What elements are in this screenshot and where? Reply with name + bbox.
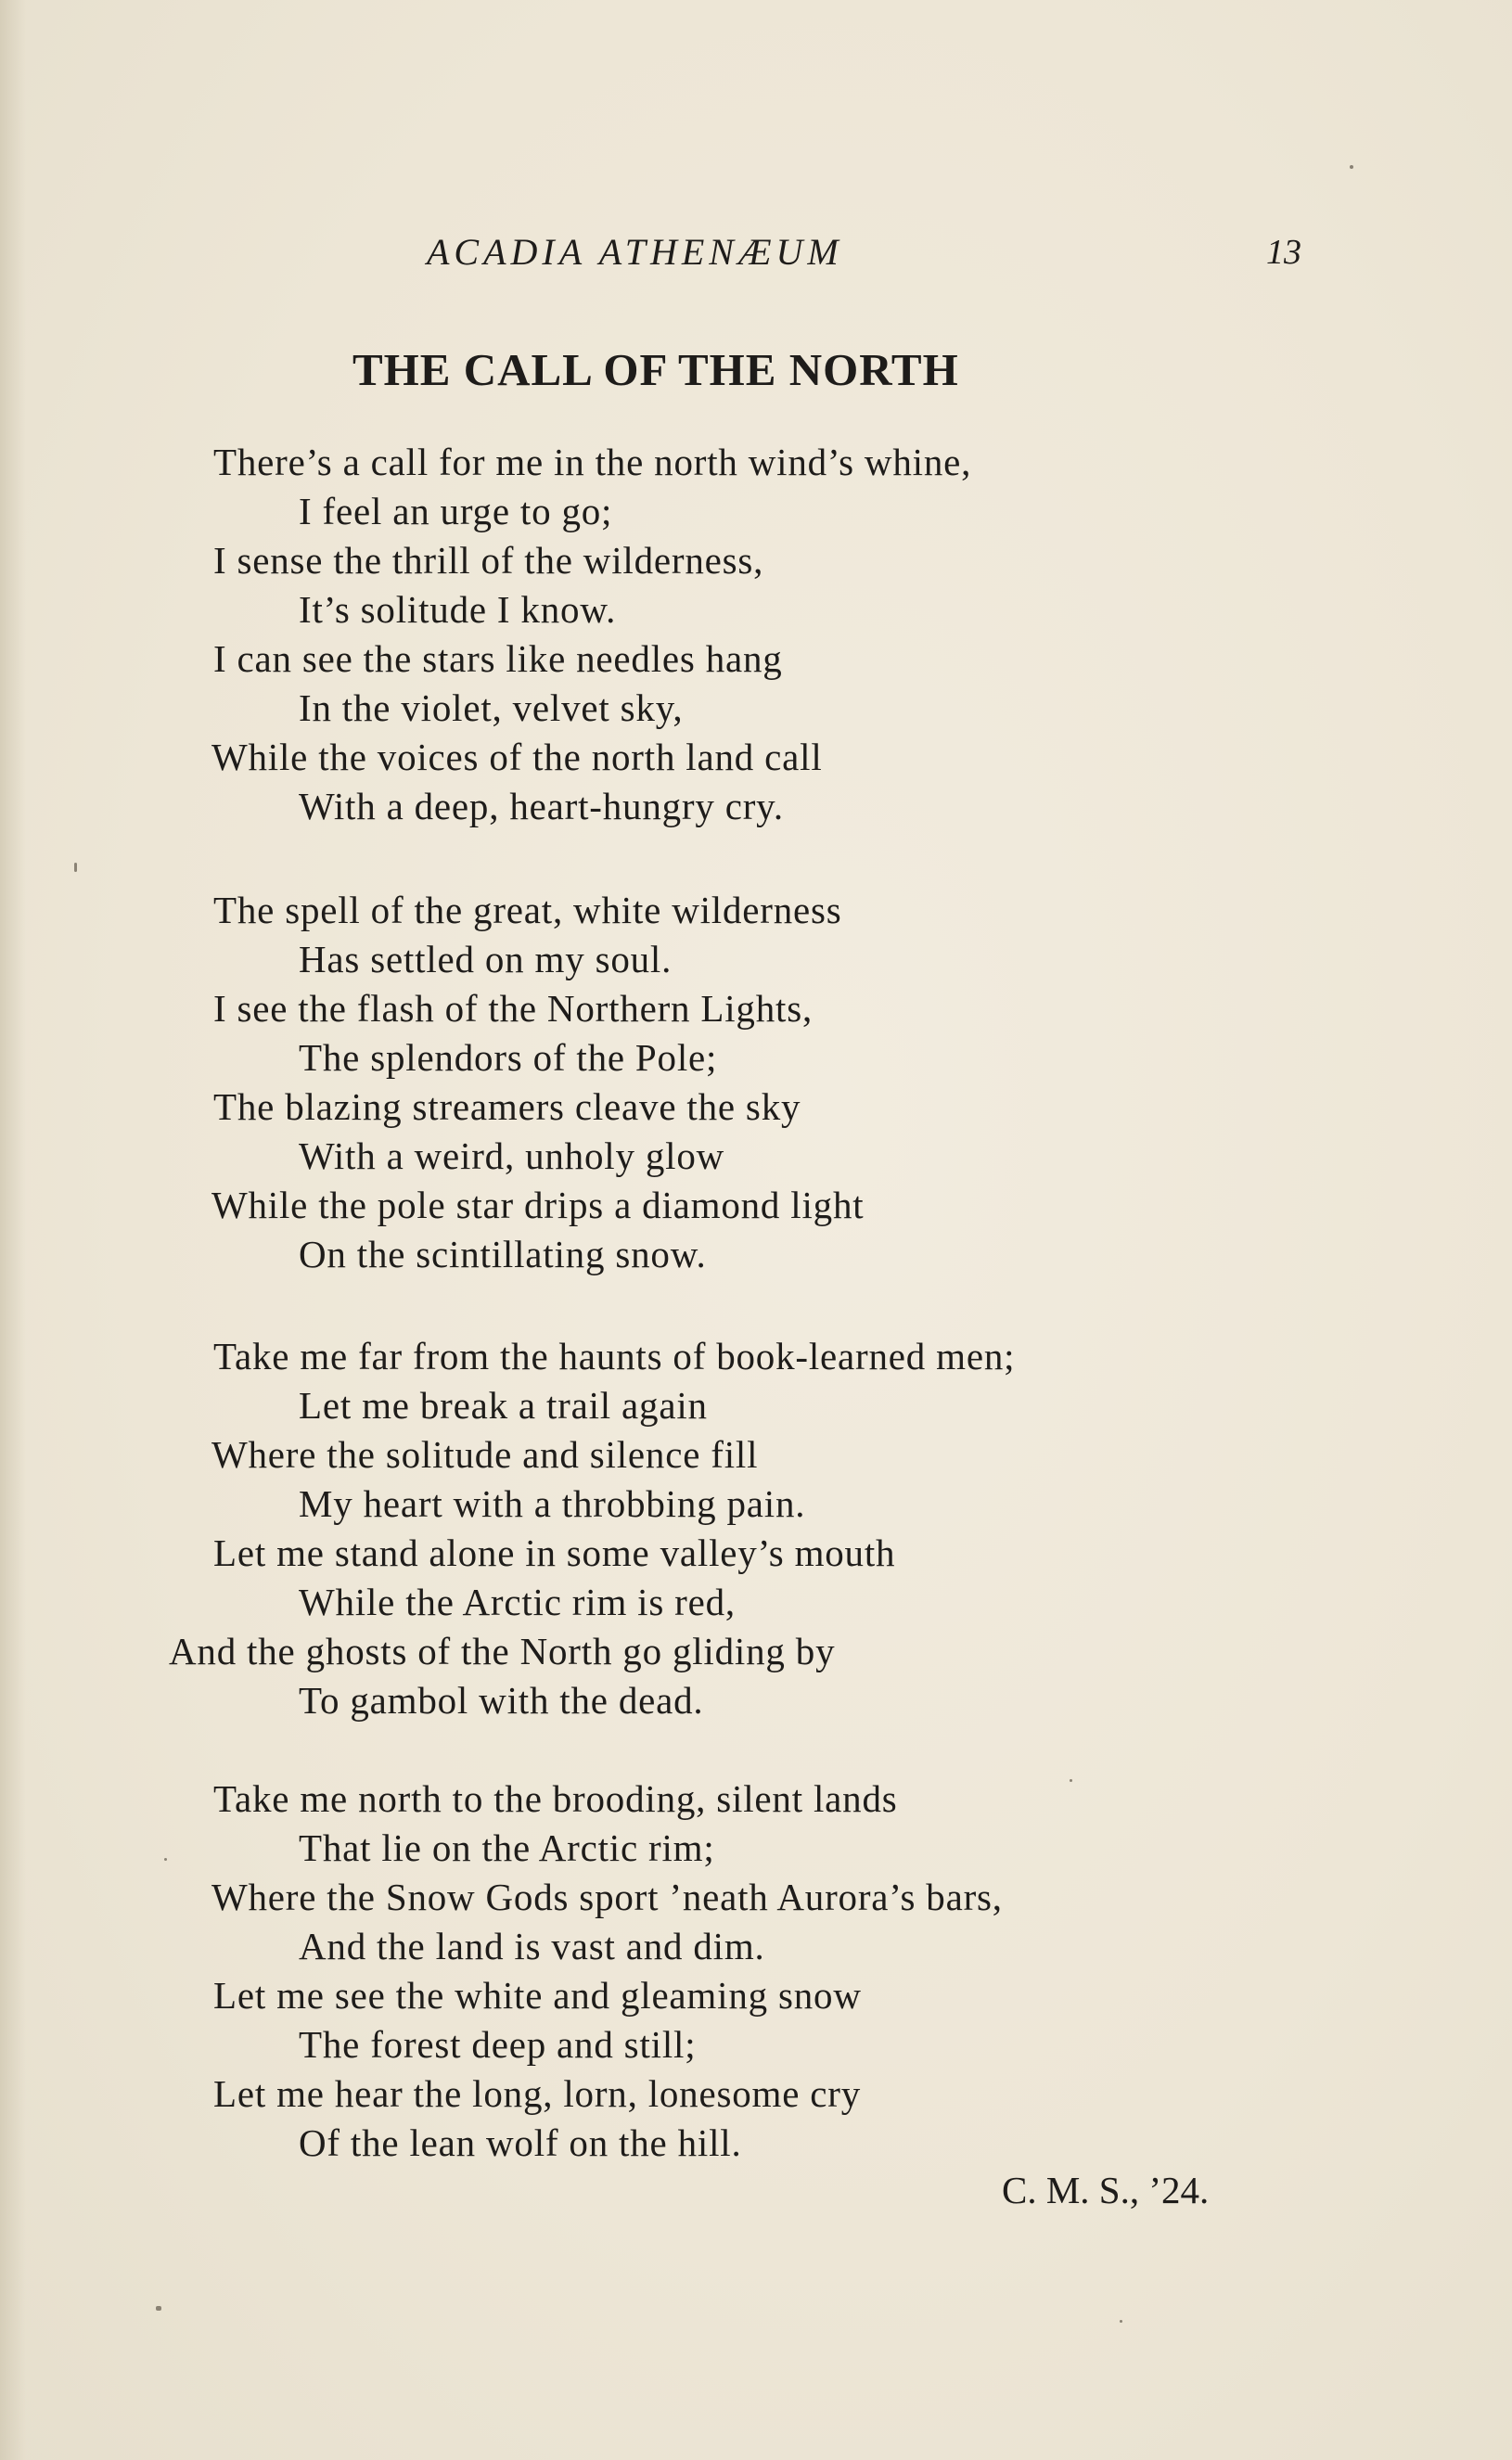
paper-speck	[156, 2306, 161, 2311]
poem-line: And the land is vast and dim.	[299, 1925, 765, 1967]
poem-line: Where the Snow Gods sport ’neath Aurora’s bars,	[211, 1876, 1003, 1918]
poem-line: On the scintillating snow.	[299, 1233, 707, 1275]
paper-speck	[164, 1858, 167, 1861]
poem-line: Take me far from the haunts of book-learned men;	[213, 1335, 1016, 1377]
poem-line: It’s solitude I know.	[299, 588, 617, 631]
paper-speck	[74, 863, 77, 872]
poem-line: I see the flash of the Northern Lights,	[213, 987, 814, 1030]
spine-shadow	[0, 0, 26, 2460]
poem-line: With a deep, heart-hungry cry.	[299, 785, 784, 827]
poem-line: Let me see the white and gleaming snow	[213, 1974, 862, 2017]
running-head: ACADIA ATHENÆUM	[427, 231, 843, 273]
poem-line: My heart with a throbbing pain.	[299, 1482, 806, 1525]
poem-line: The spell of the great, white wilderness	[213, 889, 842, 931]
poem-line: In the violet, velvet sky,	[299, 686, 684, 729]
poem-line: There’s a call for me in the north wind’s whine,	[213, 441, 972, 483]
poem-line: Let me hear the long, lorn, lonesome cry	[213, 2072, 862, 2115]
poem-line: That lie on the Arctic rim;	[299, 1826, 715, 1869]
poem-line: Let me break a trail again	[299, 1384, 708, 1427]
paper-speck	[1350, 165, 1353, 169]
poem-line: With a weird, unholy glow	[299, 1134, 725, 1177]
poem-line: To gambol with the dead.	[299, 1679, 704, 1722]
poem-signature: C. M. S., ’24.	[1002, 2169, 1210, 2211]
poem-line: Where the solitude and silence fill	[211, 1433, 759, 1476]
poem-line: The forest deep and still;	[299, 2023, 697, 2066]
poem-line: The splendors of the Pole;	[299, 1036, 718, 1079]
poem-line: The blazing streamers cleave the sky	[213, 1085, 801, 1128]
poem-line: Has settled on my soul.	[299, 938, 673, 980]
poem-line: I can see the stars like needles hang	[213, 637, 783, 680]
poem-title: THE CALL OF THE NORTH	[352, 344, 959, 395]
page-number: 13	[1266, 233, 1301, 272]
poem-line: And the ghosts of the North go gliding by	[169, 1630, 836, 1672]
paper-speck	[1120, 2320, 1122, 2323]
poem-line: I feel an urge to go;	[299, 490, 613, 532]
poem-line: Let me stand alone in some valley’s mouth	[213, 1531, 896, 1574]
poem-line: While the voices of the north land call	[211, 736, 823, 778]
poem-line: While the pole star drips a diamond light	[211, 1184, 865, 1226]
poem-line: While the Arctic rim is red,	[299, 1581, 736, 1623]
poem-line: Of the lean wolf on the hill.	[299, 2121, 742, 2164]
poem-line: I sense the thrill of the wilderness,	[213, 539, 764, 582]
paper-speck	[1070, 1779, 1072, 1782]
poem-line: Take me north to the brooding, silent lands	[213, 1777, 898, 1820]
